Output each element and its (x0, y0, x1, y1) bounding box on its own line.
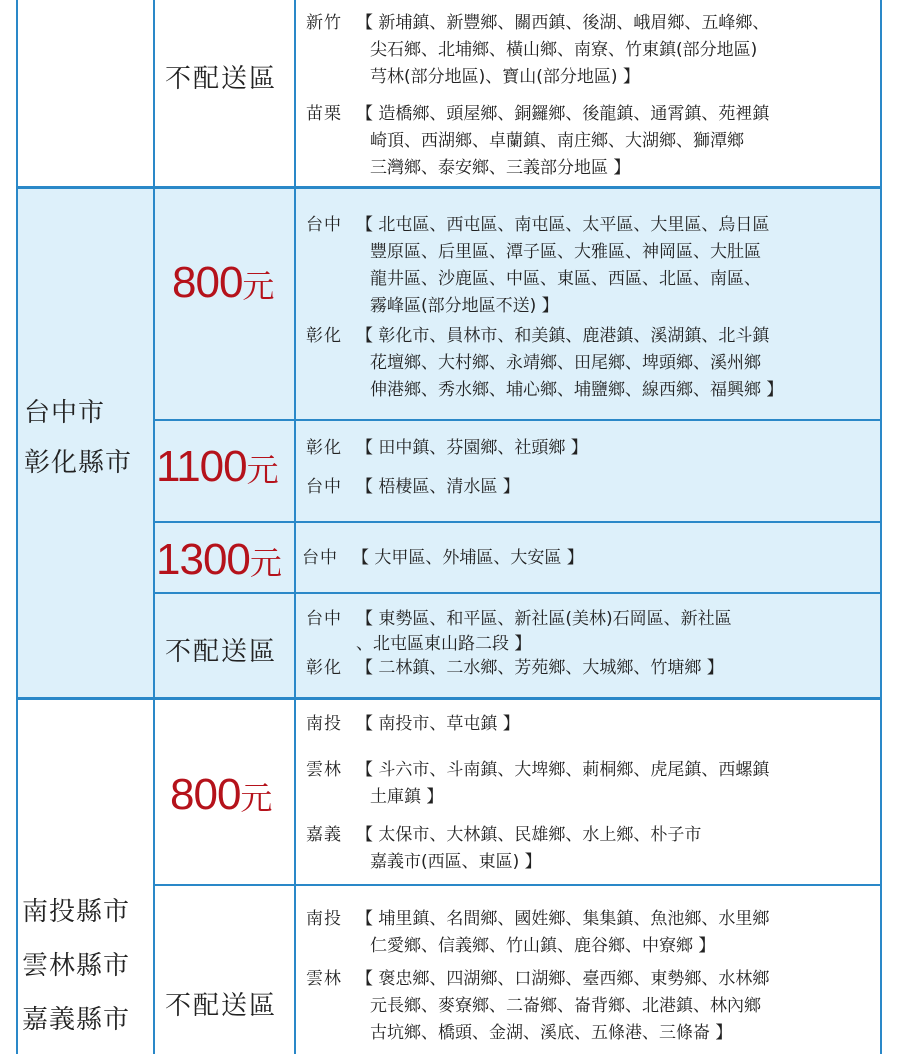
area-list-hsinchu-nodelivery (306, 10, 769, 182)
area-list-taichung-nodelivery (306, 606, 732, 682)
table-border-mid2-bottom (294, 698, 296, 1054)
price-number: 800 (170, 770, 241, 819)
area-line: 【 東勢區、和平區、新社區(美林)石岡區、新社區 (356, 609, 732, 629)
price-number: 1300 (156, 535, 250, 584)
table-border-taichung-top (16, 186, 882, 189)
area-group-changhua (306, 323, 783, 404)
area-line: 【 新埔鎮、新豐鄉、關西鎮、後湖、峨眉鄉、五峰鄉、 (356, 13, 770, 33)
area-line: 【 南投市、草屯鎮 】 (356, 714, 520, 734)
area-group-hsinchu (306, 10, 769, 91)
county-label: 雲林 (306, 969, 342, 989)
table-border-mid2-mid (294, 187, 296, 698)
area-group-yunlin (306, 757, 769, 811)
county-label: 台中 (306, 477, 342, 497)
region-line: 台中市 (24, 398, 106, 428)
area-line: 【 梧棲區、清水區 】 (356, 477, 520, 497)
area-line: 【 太保市、大林鎮、民雄鄉、水上鄉、朴子市 (356, 825, 702, 845)
table-border-right-bottom (880, 698, 882, 1054)
area-group-chiayi (306, 822, 769, 876)
area-list-taichung-1300 (302, 545, 584, 572)
area-line: 【 造橋鄉、頭屋鄉、銅鑼鄉、後龍鎮、通霄鎮、苑裡鎮 (356, 104, 770, 124)
area-line: 、北屯區東山路二段 】 (356, 634, 532, 654)
table-border-right-mid (880, 187, 882, 698)
price-800 (170, 770, 271, 820)
county-label: 彰化 (306, 658, 342, 678)
county-label: 新竹 (306, 13, 342, 33)
area-group-taichung (302, 545, 584, 572)
region-line: 彰化縣市 (24, 448, 133, 478)
table-border-left-top (16, 0, 18, 187)
area-group-taichung (306, 606, 732, 655)
table-border-taichung-bottom (16, 697, 882, 700)
county-label: 南投 (306, 714, 342, 734)
area-line: 【 田中鎮、芬園鄉、社頭鄉 】 (356, 438, 588, 458)
area-list-nantou-800 (306, 711, 769, 876)
row-divider (153, 884, 882, 886)
table-border-mid2-top (294, 0, 296, 187)
area-line: 【 埔里鎮、名間鄉、國姓鄉、集集鎮、魚池鄉、水里鄉 (356, 909, 770, 929)
table-border-right-top (880, 0, 882, 187)
no-delivery-label: 不配送區 (165, 991, 278, 1021)
area-line: 仁愛鄉、信義鄉、竹山鎮、鹿谷鄉、中寮鄉 】 (370, 936, 716, 956)
county-label: 南投 (306, 909, 342, 929)
area-line: 芎林(部分地區)、寶山(部分地區) 】 (370, 67, 640, 87)
area-line: 古坑鄉、橋頭、金湖、溪底、五條港、三條崙 】 (370, 1023, 733, 1043)
area-line: 【 大甲區、外埔區、大安區 】 (352, 548, 584, 568)
area-group-taichung (306, 212, 783, 320)
table-border-mid1-bottom (153, 698, 155, 1054)
area-line: 【 斗六市、斗南鎮、大埤鄉、莿桐鄉、虎尾鎮、西螺鎮 (356, 760, 770, 780)
region-label-taichung (24, 388, 132, 488)
row-divider (153, 521, 882, 523)
area-line: 龍井區、沙鹿區、中區、東區、西區、北區、南區、 (370, 269, 761, 289)
table-border-mid1-top (153, 0, 155, 187)
no-delivery-label: 不配送區 (165, 64, 278, 94)
area-line: 霧峰區(部分地區不送) 】 (370, 296, 559, 316)
area-line: 三灣鄉、泰安鄉、三義部分地區 】 (370, 158, 631, 178)
area-group-miaoli (306, 101, 769, 182)
area-list-nantou-nodelivery (306, 906, 769, 1047)
area-group-changhua (306, 655, 732, 682)
price-1300 (156, 535, 281, 585)
area-list-taichung-1100 (306, 435, 588, 501)
area-line: 嘉義市(西區、東區) 】 (370, 852, 542, 872)
price-number: 1100 (156, 442, 247, 491)
county-label: 苗栗 (306, 104, 342, 124)
row-divider (153, 592, 882, 594)
price-800 (172, 258, 273, 308)
no-delivery-label: 不配送區 (165, 637, 278, 667)
price-unit: 元 (249, 545, 281, 581)
area-line: 豐原區、后里區、潭子區、大雅區、神岡區、大肚區 (370, 242, 761, 262)
area-group-nantou (306, 906, 769, 960)
county-label: 台中 (302, 548, 338, 568)
county-label: 彰化 (306, 326, 342, 346)
price-unit: 元 (246, 452, 278, 488)
area-line: 花壇鄉、大村鄉、永靖鄉、田尾鄉、埤頭鄉、溪州鄉 (370, 353, 761, 373)
price-1100 (156, 442, 278, 492)
price-number: 800 (172, 258, 243, 307)
region-line: 嘉義縣市 (22, 1005, 131, 1035)
area-line: 【 褒忠鄉、四湖鄉、口湖鄉、臺西鄉、東勢鄉、水林鄉 (356, 969, 770, 989)
area-line: 伸港鄉、秀水鄉、埔心鄉、埔鹽鄉、線西鄉、福興鄉 】 (370, 380, 784, 400)
county-label: 台中 (306, 609, 342, 629)
county-label: 雲林 (306, 760, 342, 780)
area-group-nantou (306, 711, 769, 738)
table-border-left-mid (16, 187, 18, 698)
county-label: 台中 (306, 215, 342, 235)
row-divider (153, 419, 882, 421)
area-list-taichung-800 (306, 212, 783, 404)
area-line: 元長鄉、麥寮鄉、二崙鄉、崙背鄉、北港鎮、林內鄉 (370, 996, 761, 1016)
county-label: 嘉義 (306, 825, 342, 845)
region-label-nantou (22, 885, 130, 1047)
area-line: 【 二林鎮、二水鄉、芳苑鄉、大城鄉、竹塘鄉 】 (356, 658, 724, 678)
area-group-changhua (306, 435, 588, 462)
area-line: 尖石鄉、北埔鄉、橫山鄉、南寮、竹東鎮(部分地區) (370, 40, 758, 60)
price-unit: 元 (240, 780, 272, 816)
region-line: 南投縣市 (22, 897, 131, 927)
county-label: 彰化 (306, 438, 342, 458)
area-group-yunlin (306, 966, 769, 1047)
area-line: 崎頂、西湖鄉、卓蘭鎮、南庄鄉、大湖鄉、獅潭鄉 (370, 131, 744, 151)
area-line: 土庫鎮 】 (370, 787, 444, 807)
region-line: 雲林縣市 (22, 951, 131, 981)
table-border-left-bottom (16, 698, 18, 1054)
area-group-taichung (306, 474, 588, 501)
table-border-mid1-mid (153, 187, 155, 698)
area-line: 【 北屯區、西屯區、南屯區、太平區、大里區、烏日區 (356, 215, 770, 235)
area-line: 【 彰化市、員林市、和美鎮、鹿港鎮、溪湖鎮、北斗鎮 (356, 326, 770, 346)
price-unit: 元 (242, 268, 274, 304)
